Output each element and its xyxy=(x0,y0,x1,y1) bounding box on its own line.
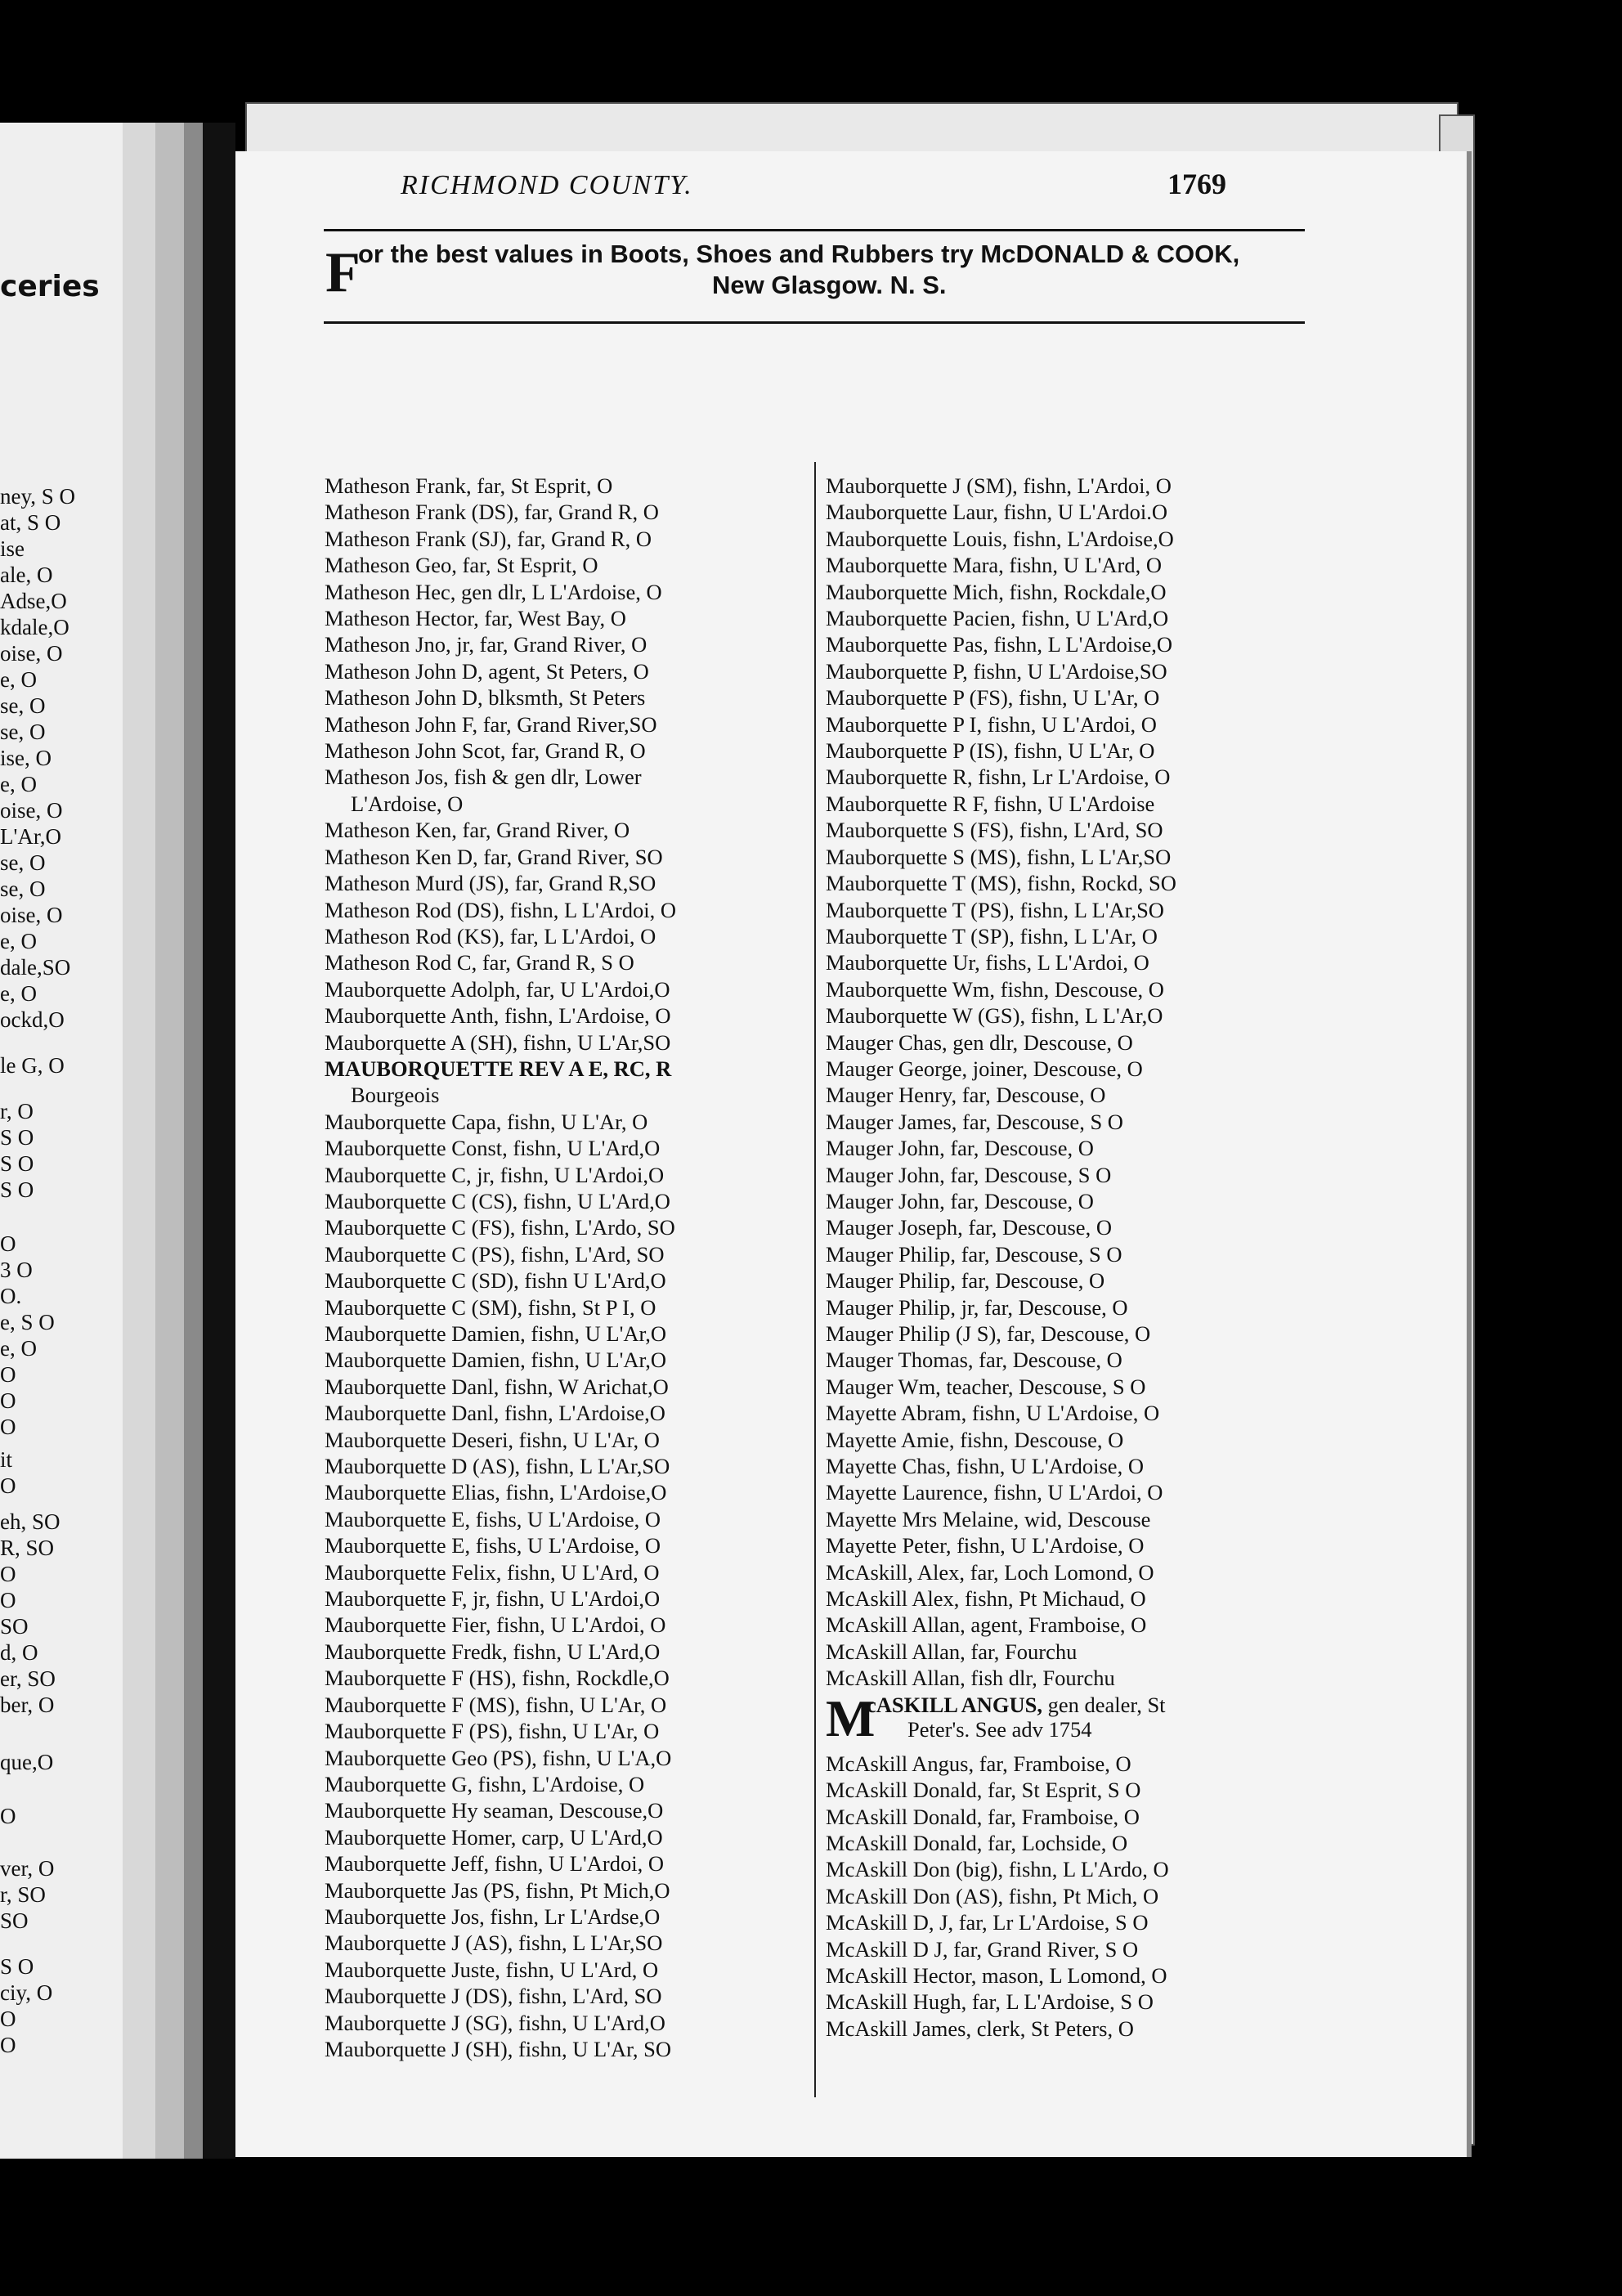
left-page-fragment: ber, O xyxy=(0,1693,55,1717)
directory-entry: Matheson Hector, far, West Bay, O xyxy=(325,606,626,631)
directory-entry: Mauger Chas, gen dlr, Descouse, O xyxy=(826,1029,1133,1055)
directory-entry: Mauborquette F (HS), fishn, Rockdle,O xyxy=(325,1666,670,1691)
directory-entry: Matheson John F, far, Grand River,SO xyxy=(325,711,657,737)
left-page-fragment: se, O xyxy=(0,720,46,744)
ad-line-2: New Glasgow. N. S. xyxy=(712,271,947,299)
directory-entry: Mauborquette Homer, carp, U L'Ard,O xyxy=(325,1824,663,1850)
book-gutter xyxy=(203,123,235,2159)
directory-entry: Mauborquette Pas, fishn, L L'Ardoise,O xyxy=(826,632,1173,657)
directory-entry: Mauborquette J (SM), fishn, L'Ardoi, O xyxy=(826,473,1172,498)
directory-entry: Mauborquette R F, fishn, U L'Ardoise xyxy=(826,791,1155,816)
left-page-fragment: d, O xyxy=(0,1640,38,1665)
left-page-fragment: O xyxy=(0,1388,16,1413)
directory-entry: McAskill Donald, far, Framboise, O xyxy=(826,1804,1140,1829)
directory-entry: Mauborquette Juste, fishn, U L'Ard, O xyxy=(325,1957,659,1982)
left-page-fragment: r, SO xyxy=(0,1882,46,1907)
directory-entry: Mauborquette A (SH), fishn, U L'Ar,SO xyxy=(325,1029,671,1055)
advertisement-banner xyxy=(324,229,1305,324)
directory-entry: Mauborquette Adolph, far, U L'Ardoi,O xyxy=(325,976,670,1002)
directory-entry: Mauborquette C (SD), fishn U L'Ard,O xyxy=(325,1268,666,1294)
directory-entry: Mayette Mrs Melaine, wid, Descouse xyxy=(826,1506,1151,1531)
left-page-fragment: se, O xyxy=(0,850,46,875)
directory-entry: Matheson Rod (KS), far, L L'Ardoi, O xyxy=(325,923,656,948)
directory-entry: McAskill Donald, far, Lochside, O xyxy=(826,1830,1128,1855)
directory-entry: Matheson Frank, far, St Esprit, O xyxy=(325,473,613,498)
directory-entry: McAskill Hector, mason, L Lomond, O xyxy=(826,1962,1167,1988)
left-page-fragment: 3 O xyxy=(0,1258,33,1282)
directory-entry: Mauborquette Danl, fishn, L'Ardoise,O xyxy=(325,1401,665,1426)
directory-entry: Mauger George, joiner, Descouse, O xyxy=(826,1056,1143,1081)
left-page-fragment: er, SO xyxy=(0,1666,56,1691)
left-page-fragment: R, SO xyxy=(0,1536,55,1560)
directory-entry: Mauborquette P, fishn, U L'Ardoise,SO xyxy=(826,658,1167,684)
directory-entry: Mauborquette F (MS), fishn, U L'Ar, O xyxy=(325,1692,667,1717)
directory-entry: Mauborquette Pacien, fishn, U L'Ard,O xyxy=(826,606,1169,631)
directory-entry: McAskill D, J, far, Lr L'Ardoise, S O xyxy=(826,1910,1149,1935)
directory-entry: Matheson Ken D, far, Grand River, SO xyxy=(325,844,663,869)
directory-entry: Mauborquette S (MS), fishn, L L'Ar,SO xyxy=(826,844,1172,869)
directory-entry: Mauborquette Fier, fishn, U L'Ardoi, O xyxy=(325,1612,666,1638)
directory-entry: Mauborquette Jas (PS, fishn, Pt Mich,O xyxy=(325,1877,670,1903)
directory-entry: Mauborquette Louis, fishn, L'Ardoise,O xyxy=(826,526,1174,551)
directory-entry: Mauborquette Deseri, fishn, U L'Ar, O xyxy=(325,1427,660,1452)
left-page-fragment: e, O xyxy=(0,981,37,1006)
directory-entry: Mauborquette C (PS), fishn, L'Ard, SO xyxy=(325,1241,665,1267)
directory-entry: Matheson Ken, far, Grand River, O xyxy=(325,818,630,843)
page-number: 1769 xyxy=(1167,168,1226,200)
directory-entry: Matheson Murd (JS), far, Grand R,SO xyxy=(325,871,656,896)
directory-entry: Mauborquette J (AS), fishn, L L'Ar,SO xyxy=(325,1931,663,1956)
directory-entry: Mauger James, far, Descouse, S O xyxy=(826,1109,1123,1134)
feature-name: cASKILL ANGUS, xyxy=(867,1692,1043,1717)
left-page-fragment: O xyxy=(0,1231,16,1256)
directory-entry: Mauborquette Ur, fishs, L L'Ardoi, O xyxy=(826,950,1149,975)
directory-entry: Mauborquette C (FS), fishn, L'Ardo, SO xyxy=(325,1215,675,1240)
directory-entry: Mauborquette T (MS), fishn, Rockd, SO xyxy=(826,871,1176,896)
directory-entry: Mauborquette Const, fishn, U L'Ard,O xyxy=(325,1136,661,1161)
left-page-fragment: O xyxy=(0,2033,16,2057)
left-page-fragment: it xyxy=(0,1447,13,1472)
directory-entry: Mauborquette G, fishn, L'Ardoise, O xyxy=(325,1771,645,1796)
directory-entry: McAskill Allan, agent, Framboise, O xyxy=(826,1612,1147,1638)
left-page-fragment: eh, SO xyxy=(0,1509,60,1534)
directory-entry: Mauborquette T (SP), fishn, L L'Ar, O xyxy=(826,923,1158,948)
directory-entry: Matheson John D, agent, St Peters, O xyxy=(325,658,649,684)
directory-entry: McAskill James, clerk, St Peters, O xyxy=(826,2016,1134,2041)
left-page-fragment: ney, S O xyxy=(0,484,75,509)
directory-entry: Mauger Philip, jr, far, Descouse, O xyxy=(826,1294,1128,1320)
left-page-fragment: oise, O xyxy=(0,641,63,666)
directory-entry: L'Ardoise, O xyxy=(351,791,464,816)
directory-entry: Mauborquette J (SG), fishn, U L'Ard,O xyxy=(325,2010,665,2035)
directory-column-right xyxy=(826,473,1316,2042)
left-page-fragment: e, O xyxy=(0,929,37,953)
directory-entry: Mauborquette E, fishs, U L'Ardoise, O xyxy=(325,1506,661,1531)
directory-entry: Mayette Chas, fishn, U L'Ardoise, O xyxy=(826,1454,1144,1479)
directory-entry: Matheson Geo, far, St Esprit, O xyxy=(325,553,598,578)
directory-entry: Mauborquette D (AS), fishn, L L'Ar,SO xyxy=(325,1454,670,1479)
directory-entry: McAskill Hugh, far, L L'Ardoise, S O xyxy=(826,1989,1154,2015)
directory-entry: Mauborquette Hy seaman, Descouse,O xyxy=(325,1798,664,1823)
left-page-fragment: O xyxy=(0,1562,16,1586)
directory-entry: Bourgeois xyxy=(351,1083,440,1108)
feature-drop-cap: M xyxy=(826,1688,876,1747)
left-page-fragment: L'Ar,O xyxy=(0,824,62,849)
left-page-fragment: oise, O xyxy=(0,903,63,927)
directory-entry: Mauborquette S (FS), fishn, L'Ard, SO xyxy=(826,818,1163,843)
left-page-fragment: O xyxy=(0,1362,16,1387)
left-page-fragment: Adse,O xyxy=(0,589,67,613)
directory-entry: Mauger Wm, teacher, Descouse, S O xyxy=(826,1374,1146,1399)
directory-entry: Mauborquette R, fishn, Lr L'Ardoise, O xyxy=(826,765,1171,790)
directory-entry: McAskill Donald, far, St Esprit, S O xyxy=(826,1778,1141,1803)
directory-entry: Mayette Amie, fishn, Descouse, O xyxy=(826,1427,1124,1452)
left-page-fragment: S O xyxy=(0,1125,34,1150)
directory-entry: McAskill Don (big), fishn, L L'Ardo, O xyxy=(826,1857,1169,1882)
directory-entry: Mauborquette J (DS), fishn, L'Ard, SO xyxy=(325,1984,662,2009)
left-page-fragment: r, O xyxy=(0,1099,34,1123)
left-page-fragment: ise xyxy=(0,536,25,561)
directory-entry: Mauger Philip, far, Descouse, O xyxy=(826,1268,1105,1294)
left-page-fragment: e, O xyxy=(0,772,37,796)
directory-entry: Mauborquette T (PS), fishn, L L'Ar,SO xyxy=(826,897,1164,922)
ad-line-1: or the best values in Boots, Shoes and Rubbers try McDONALD & COOK, xyxy=(358,240,1240,268)
directory-entry: Matheson Frank (DS), far, Grand R, O xyxy=(325,500,659,525)
directory-entry: Mauborquette P (IS), fishn, U L'Ar, O xyxy=(826,738,1155,764)
left-page-fragment: O xyxy=(0,1473,16,1498)
left-page-fragment: S O xyxy=(0,1151,34,1176)
directory-entry: Mayette Peter, fishn, U L'Ardoise, O xyxy=(826,1533,1145,1558)
directory-entry: Matheson Hec, gen dlr, L L'Ardoise, O xyxy=(325,579,662,604)
directory-entry: Mauborquette E, fishs, U L'Ardoise, O xyxy=(325,1533,661,1558)
directory-entry: Mauger John, far, Descouse, O xyxy=(826,1188,1094,1213)
left-page-fragment: e, O xyxy=(0,1336,37,1361)
directory-entry: Matheson John D, blksmth, St Peters xyxy=(325,685,646,711)
directory-entry: Mauger Joseph, far, Descouse, O xyxy=(826,1215,1112,1240)
page-header xyxy=(401,167,1226,206)
directory-entry: McAskill D J, far, Grand River, S O xyxy=(826,1936,1139,1962)
directory-entry: Mauger John, far, Descouse, O xyxy=(826,1136,1094,1161)
left-facing-page xyxy=(0,123,208,2159)
directory-entry: Mauger John, far, Descouse, S O xyxy=(826,1162,1112,1187)
directory-entry: Mauborquette Danl, fishn, W Arichat,O xyxy=(325,1374,669,1399)
left-page-fragment: O xyxy=(0,1415,16,1439)
directory-entry: Mauborquette Capa, fishn, U L'Ar, O xyxy=(325,1109,648,1134)
left-page-fragment: que,O xyxy=(0,1750,54,1774)
directory-entry: Mauborquette Mich, fishn, Rockdale,O xyxy=(826,579,1167,604)
left-page-fragment: dale,SO xyxy=(0,955,71,980)
left-page-fragment: oise, O xyxy=(0,798,63,823)
directory-entry: McAskill Alex, fishn, Pt Michaud, O xyxy=(826,1586,1146,1612)
directory-entry: McAskill, Alex, far, Loch Lomond, O xyxy=(826,1559,1154,1585)
directory-entry: McAskill Allan, far, Fourchu xyxy=(826,1639,1078,1664)
directory-entry: Mauborquette C (SM), fishn, St P I, O xyxy=(325,1294,656,1320)
directory-entry: Matheson Frank (SJ), far, Grand R, O xyxy=(325,526,652,551)
left-page-fragment: se, O xyxy=(0,693,46,718)
feature-business: gen dealer, St xyxy=(1042,1692,1166,1717)
directory-column-left xyxy=(325,473,807,2062)
left-page-fragment: S O xyxy=(0,1177,34,1202)
left-page-fragment: le G, O xyxy=(0,1053,65,1078)
directory-entry: Mauborquette Laur, fishn, U L'Ardoi.O xyxy=(826,500,1168,525)
page-stack-edge xyxy=(245,102,1458,155)
left-page-fragment: ciy, O xyxy=(0,1980,53,2005)
ad-drop-cap: F xyxy=(325,241,361,304)
left-page-fragment: se, O xyxy=(0,877,46,901)
left-page-fragment: ockd,O xyxy=(0,1007,65,1032)
left-page-fragment: SO xyxy=(0,1614,29,1639)
left-page-fragment: SO xyxy=(0,1908,29,1933)
featured-listing xyxy=(826,1688,1316,1751)
directory-entry: Mauborquette Felix, fishn, U L'Ard, O xyxy=(325,1559,660,1585)
left-page-fragment: O xyxy=(0,2007,16,2031)
directory-entry: Mauborquette C (CS), fishn, U L'Ard,O xyxy=(325,1188,670,1213)
running-title: RICHMOND COUNTY. xyxy=(401,170,693,200)
directory-entry: Mauger Philip, far, Descouse, S O xyxy=(826,1241,1122,1267)
left-page-fragment: ise, O xyxy=(0,746,52,770)
left-page-fragment: O xyxy=(0,1804,16,1828)
column-divider xyxy=(814,462,816,2097)
left-page-fragment: ale, O xyxy=(0,563,53,587)
directory-entry: Mauborquette Fredk, fishn, U L'Ard,O xyxy=(325,1639,661,1664)
directory-entry: Mauborquette Damien, fishn, U L'Ar,O xyxy=(325,1348,667,1373)
directory-entry: Matheson John Scot, far, Grand R, O xyxy=(325,738,646,764)
left-page-fragment: ver, O xyxy=(0,1856,55,1881)
directory-entry: Matheson Rod (DS), fishn, L L'Ardoi, O xyxy=(325,897,676,922)
left-page-fragment: kdale,O xyxy=(0,615,69,639)
directory-entry: Mauger Thomas, far, Descouse, O xyxy=(826,1348,1122,1373)
directory-entry: Mauborquette J (SH), fishn, U L'Ar, SO xyxy=(325,2036,671,2061)
directory-entry: Matheson Rod C, far, Grand R, S O xyxy=(325,950,634,975)
directory-entry: Mauborquette Jos, fishn, Lr L'Ardse,O xyxy=(325,1904,661,1929)
directory-entry: McAskill Don (AS), fishn, Pt Mich, O xyxy=(826,1883,1159,1908)
directory-entry: McAskill Angus, far, Framboise, O xyxy=(826,1751,1131,1776)
directory-entry: Mauborquette Elias, fishn, L'Ardoise,O xyxy=(325,1480,667,1505)
directory-entry: Matheson Jos, fish & gen dlr, Lower xyxy=(325,765,642,790)
directory-entry: Mauborquette Mara, fishn, U L'Ard, O xyxy=(826,553,1163,578)
directory-entry: Mauborquette Damien, fishn, U L'Ar,O xyxy=(325,1321,667,1346)
directory-entry: Mauborquette P (FS), fishn, U L'Ar, O xyxy=(826,685,1160,711)
left-page-fragment: O. xyxy=(0,1284,22,1308)
directory-entry: Mauborquette P I, fishn, U L'Ardoi, O xyxy=(826,711,1157,737)
directory-entry: Mauborquette W (GS), fishn, L L'Ar,O xyxy=(826,1003,1163,1029)
left-page-fragment: e, O xyxy=(0,667,37,692)
directory-entry: Matheson Jno, jr, far, Grand River, O xyxy=(325,632,647,657)
directory-entry: Mauborquette F (PS), fishn, U L'Ar, O xyxy=(325,1719,660,1744)
left-page-fragment: S O xyxy=(0,1954,34,1979)
directory-entry: Mauborquette C, jr, fishn, U L'Ardoi,O xyxy=(325,1162,665,1187)
directory-entry: Mauborquette Geo (PS), fishn, U L'A,O xyxy=(325,1745,672,1770)
directory-entry: Mauborquette F, jr, fishn, U L'Ardoi,O xyxy=(325,1586,661,1612)
directory-entry: MAUBORQUETTE REV A E, RC, R xyxy=(325,1056,672,1081)
directory-entry: Mauborquette Anth, fishn, L'Ardoise, O xyxy=(325,1003,671,1029)
directory-entry: Mayette Abram, fishn, U L'Ardoise, O xyxy=(826,1401,1160,1426)
feature-address: Peter's. See adv 1754 xyxy=(907,1716,1092,1742)
left-page-fragment: O xyxy=(0,1588,16,1612)
left-page-fragment: at, S O xyxy=(0,510,61,535)
left-page-fragment: e, S O xyxy=(0,1310,55,1334)
directory-entry: Mauborquette Jeff, fishn, U L'Ardoi, O xyxy=(325,1851,664,1877)
directory-entry: Mauger Henry, far, Descouse, O xyxy=(826,1083,1106,1108)
directory-entry: Mauger Philip (J S), far, Descouse, O xyxy=(826,1321,1151,1346)
directory-entry: Mauborquette Wm, fishn, Descouse, O xyxy=(826,976,1164,1002)
directory-entry: McAskill Allan, fish dlr, Fourchu xyxy=(826,1666,1115,1691)
left-page-heading: ceries xyxy=(0,270,100,303)
directory-entry: Mayette Laurence, fishn, U L'Ardoi, O xyxy=(826,1480,1163,1505)
